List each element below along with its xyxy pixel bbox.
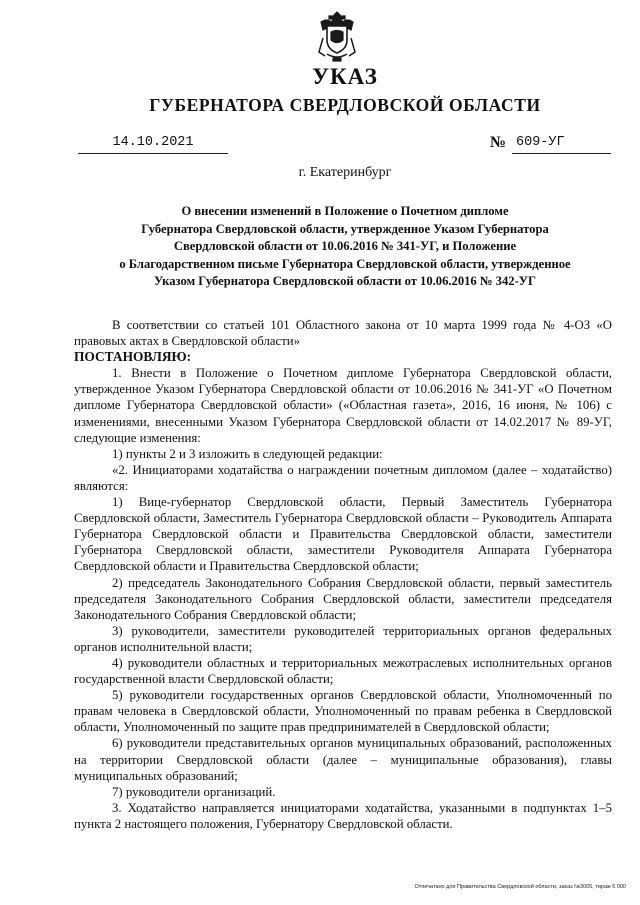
decree-word: ПОСТАНОВЛЯЮ: (74, 349, 192, 365)
document-city: г. Екатеринбург (298, 165, 392, 180)
subject-line: О внесении изменений в Положение о Почетном дипломе (181, 204, 509, 218)
body-paragraph: 4) руководители областных и территориальных межотраслевых исполнительных органов государственной власти Свердловской области; (74, 655, 612, 687)
subject-line: Губернатора Свердловской области, утвержденное Указом Губернатора (141, 221, 549, 236)
body-paragraph: 7) руководители организаций. (112, 784, 276, 799)
document-subtitle: ГУБЕРНАТОРА СВЕРДЛОВСКОЙ ОБЛАСТИ (149, 95, 541, 115)
number-sign: № (490, 134, 507, 151)
body-paragraph: 3. Ходатайство направляется инициаторами ходатайства, указанными в подпунктах 1–5 пункта 2 настоящего положения, Губернатору Свердловской области. (74, 800, 612, 831)
body-paragraph: 1) Вице-губернатор Свердловской области, Первый Заместитель Губернатора Свердловской области, Заместитель Губернатора Свердловской области – Руководитель Аппарата Губернатора Свердловской области и Правительства Свердловской области, заместители Губернатора Свердловской области, заместители Руководителя Аппарата Губернатора Свердловской области и Правительства Свердловской области; (74, 495, 612, 574)
body-paragraph: 5) руководители государственных органов Свердловской области, Уполномоченный по правам человека в Свердловской области, Уполномоченный по правам ребенка в Свердловской области, Уполномоченный по защите прав предпринимателей в Свердловской области; (74, 688, 612, 735)
document-subject (60, 203, 630, 291)
subject-line: Свердловской области от 10.06.2016 № 341-УГ, и Положение (173, 239, 517, 253)
preamble-paragraph: В соответствии со статьей 101 Областного закона от 10 марта 1999 года № 4-ОЗ «О правовых актах в Свердловской области» (74, 318, 612, 349)
body-paragraph: 6) руководители представительных органов муниципальных образований, расположенных на территории Свердловской области (далее – муниципальные образования), главы муниципальных образований; (74, 736, 612, 783)
document-date: 14.10.2021 (78, 134, 228, 154)
body-paragraph: «2. Инициаторами ходатайства о награждении почетным дипломом (далее – ходатайство) являются: (74, 462, 612, 493)
subject-line: о Благодарственном письме Губернатора Свердловской области, утвержденное (119, 256, 571, 271)
print-footer: Отпечатано для Правительства Свердловской области, заказ №3005, тираж 6 000 (414, 884, 626, 890)
body-paragraph: 2) председатель Законодательного Собрания Свердловской области, первый заместитель председателя Законодательного Собрания Свердловской области, заместители председателя Законодательного Собрания Свердловской области; (74, 575, 612, 622)
body-paragraph: 1) пункты 2 и 3 изложить в следующей редакции: (112, 446, 383, 461)
subject-line: Указом Губернатора Свердловской области от 10.06.2016 № 342-УГ (153, 274, 537, 288)
document-body (74, 317, 612, 832)
document-title: УКАЗ (312, 64, 378, 89)
document-number: 609-УГ (512, 134, 611, 154)
coat-of-arms-icon (315, 8, 359, 64)
body-paragraph: 3) руководители, заместители руководителей территориальных органов федеральных органов исполнительной власти; (74, 623, 612, 654)
body-paragraph: 1. Внести в Положение о Почетном дипломе Губернатора Свердловской области, утвержденное Указом Губернатора Свердловской области от 10.06.2016 № 341-УГ «О Почетном дипломе Губернатора Свердловской области» («Областная газета», 2016, 16 июня, № 106) с изменениями, внесенными Указом Губернатора Свердловской области от 14.02.2017 № 89-УГ, следующие изменения: (74, 366, 612, 445)
